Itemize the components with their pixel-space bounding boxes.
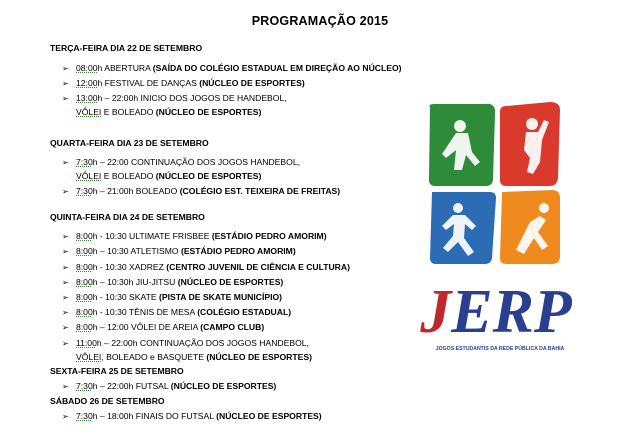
item-text: h - 10:30 ULTIMATE FRISBEE bbox=[92, 231, 212, 241]
day-heading-friday: SEXTA-FEIRA 25 DE SETEMBRO bbox=[50, 366, 184, 376]
arrow-bullet-icon: ➢ bbox=[62, 323, 69, 332]
list-item bbox=[62, 411, 322, 422]
item-text: h – 21:00h BOLEADO bbox=[92, 186, 180, 196]
arrow-bullet-icon: ➢ bbox=[62, 293, 69, 302]
item-location: (COLÉGIO EST. TEIXEIRA DE FREITAS) bbox=[179, 186, 341, 196]
arrow-bullet-icon: ➢ bbox=[62, 412, 69, 421]
item-location: (COLÉGIO ESTADUAL) bbox=[197, 307, 292, 317]
list-item-continuation bbox=[76, 352, 312, 362]
list-item bbox=[62, 231, 327, 242]
day-heading-wednesday: QUARTA-FEIRA DIA 23 DE SETEMBRO bbox=[50, 138, 209, 148]
list-item bbox=[62, 307, 291, 318]
day-heading-thursday: QUINTA-FEIRA DIA 24 DE SETEMBRO bbox=[50, 212, 205, 222]
item-location: (NÚCLEO DE ESPORTES) bbox=[177, 277, 284, 287]
item-time: 8:00 bbox=[76, 322, 93, 332]
item-time: 13:00 bbox=[76, 93, 98, 103]
arrow-bullet-icon: ➢ bbox=[62, 263, 69, 272]
arrow-bullet-icon: ➢ bbox=[62, 382, 69, 391]
item-text: VÔLEI bbox=[76, 107, 102, 117]
item-time: 7:30 bbox=[76, 381, 93, 391]
list-item bbox=[62, 262, 350, 273]
item-text: h - 10:30 XADREZ bbox=[92, 262, 167, 272]
list-item bbox=[62, 157, 300, 168]
arrow-bullet-icon: ➢ bbox=[62, 187, 69, 196]
item-location: (NÚCLEO DE ESPORTES) bbox=[199, 78, 305, 88]
logo-wordmark: JERP bbox=[420, 278, 572, 346]
arrow-bullet-icon: ➢ bbox=[62, 278, 69, 287]
item-time: 8:00 bbox=[76, 307, 93, 317]
item-text: h – 18:00h FINAIS DO FUTSAL bbox=[92, 411, 217, 421]
item-location: (ESTÁDIO PEDRO AMORIM) bbox=[211, 231, 327, 241]
item-text: h – 22:00 CONTINUAÇÃO DOS JOGOS HANDEBOL, bbox=[92, 157, 300, 167]
list-item bbox=[62, 63, 402, 74]
item-text: h FESTIVAL DE DANÇAS bbox=[97, 78, 200, 88]
list-item-continuation bbox=[76, 171, 261, 181]
item-time: 8:00 bbox=[76, 277, 93, 287]
arrow-bullet-icon: ➢ bbox=[62, 247, 69, 256]
item-time: 8:00 bbox=[76, 292, 93, 302]
day-heading-tuesday: TERÇA-FEIRA DIA 22 DE SETEMBRO bbox=[50, 43, 203, 53]
list-item bbox=[62, 381, 276, 392]
list-item bbox=[62, 93, 287, 104]
item-time: 8:00 bbox=[76, 262, 93, 272]
item-time: 11:00 bbox=[76, 338, 97, 348]
item-time: 7:30 bbox=[76, 157, 93, 167]
item-location: (NÚCLEO DE ESPORTES) bbox=[206, 352, 312, 362]
arrow-bullet-icon: ➢ bbox=[62, 79, 69, 88]
item-location: (NÚCLEO DE ESPORTES) bbox=[216, 411, 322, 421]
item-text: VÔLEI bbox=[76, 352, 102, 362]
list-item bbox=[62, 78, 305, 89]
item-time: 8:00 bbox=[76, 231, 93, 241]
jerp-logo bbox=[420, 100, 572, 360]
item-location: (ESTÁDIO PEDRO AMORIM) bbox=[180, 246, 296, 256]
list-item bbox=[62, 186, 340, 197]
item-text: h - 10:30 SKATE bbox=[92, 292, 159, 302]
athlete-icon bbox=[454, 120, 466, 132]
item-location: (PISTA DE SKATE MUNICÍPIO) bbox=[158, 292, 283, 302]
item-time: 7:30 bbox=[76, 411, 93, 421]
item-location: (NÚCLEO DE ESPORTES) bbox=[155, 107, 262, 117]
list-item-continuation bbox=[76, 107, 261, 117]
item-text: h – 10:30h JIU-JITSU bbox=[92, 277, 178, 287]
item-text: h - 10:30 TÊNIS DE MESA bbox=[92, 307, 198, 317]
item-text: VÔLEI bbox=[76, 171, 102, 181]
arrow-bullet-icon: ➢ bbox=[62, 339, 69, 348]
list-item bbox=[62, 277, 283, 288]
list-item bbox=[62, 322, 264, 333]
arrow-bullet-icon: ➢ bbox=[62, 232, 69, 241]
item-text: E BOLEADO bbox=[101, 107, 156, 117]
list-item bbox=[62, 246, 296, 257]
item-time: 7:30 bbox=[76, 186, 93, 196]
item-text: h – 10:30 ATLETISMO bbox=[92, 246, 181, 256]
item-location: (NÚCLEO DE ESPORTES) bbox=[170, 381, 277, 391]
item-text: h ABERTURA bbox=[97, 63, 153, 73]
item-time: 8:00 bbox=[76, 246, 93, 256]
arrow-bullet-icon: ➢ bbox=[62, 94, 69, 103]
arrow-bullet-icon: ➢ bbox=[62, 158, 69, 167]
athlete-icon bbox=[539, 203, 549, 213]
item-location: (CENTRO JUVENIL DE CIÊNCIA E CULTURA) bbox=[166, 262, 350, 272]
item-time: 12:00 bbox=[76, 78, 98, 88]
list-item bbox=[62, 292, 282, 303]
item-text: h – 12:00 VÔLEI DE AREIA bbox=[92, 322, 201, 332]
item-text: , BOLEADO e BASQUETE bbox=[101, 352, 207, 362]
item-text: h – 22:00h CONTINUAÇÃO DOS JOGOS HANDEBOL, bbox=[96, 338, 309, 348]
item-text: h – 22:00h FUTSAL bbox=[92, 381, 171, 391]
item-text: h – 22:00h INICIO DOS JOGOS DE HANDEBOL, bbox=[97, 93, 287, 103]
arrow-bullet-icon: ➢ bbox=[62, 64, 69, 73]
athlete-icon bbox=[526, 118, 538, 130]
arrow-bullet-icon: ➢ bbox=[62, 308, 69, 317]
day-heading-saturday: SÁBADO 26 DE SETEMBRO bbox=[50, 396, 165, 406]
item-text: E BOLEADO bbox=[101, 171, 156, 181]
logo-subtitle: JOGOS ESTUDANTIS DA REDE PÚBLICA DA BAHIA bbox=[435, 346, 565, 352]
athlete-icon bbox=[453, 203, 463, 213]
item-time: 08:00 bbox=[76, 63, 98, 73]
item-location: (SAÍDA DO COLÉGIO ESTADUAL EM DIREÇÃO AO NÚCLEO) bbox=[152, 63, 402, 73]
item-location: (NÚCLEO DE ESPORTES) bbox=[155, 171, 262, 181]
page-title: PROGRAMAÇÃO 2015 bbox=[251, 14, 389, 28]
list-item bbox=[62, 338, 309, 349]
item-location: (CAMPO CLUB) bbox=[200, 322, 265, 332]
